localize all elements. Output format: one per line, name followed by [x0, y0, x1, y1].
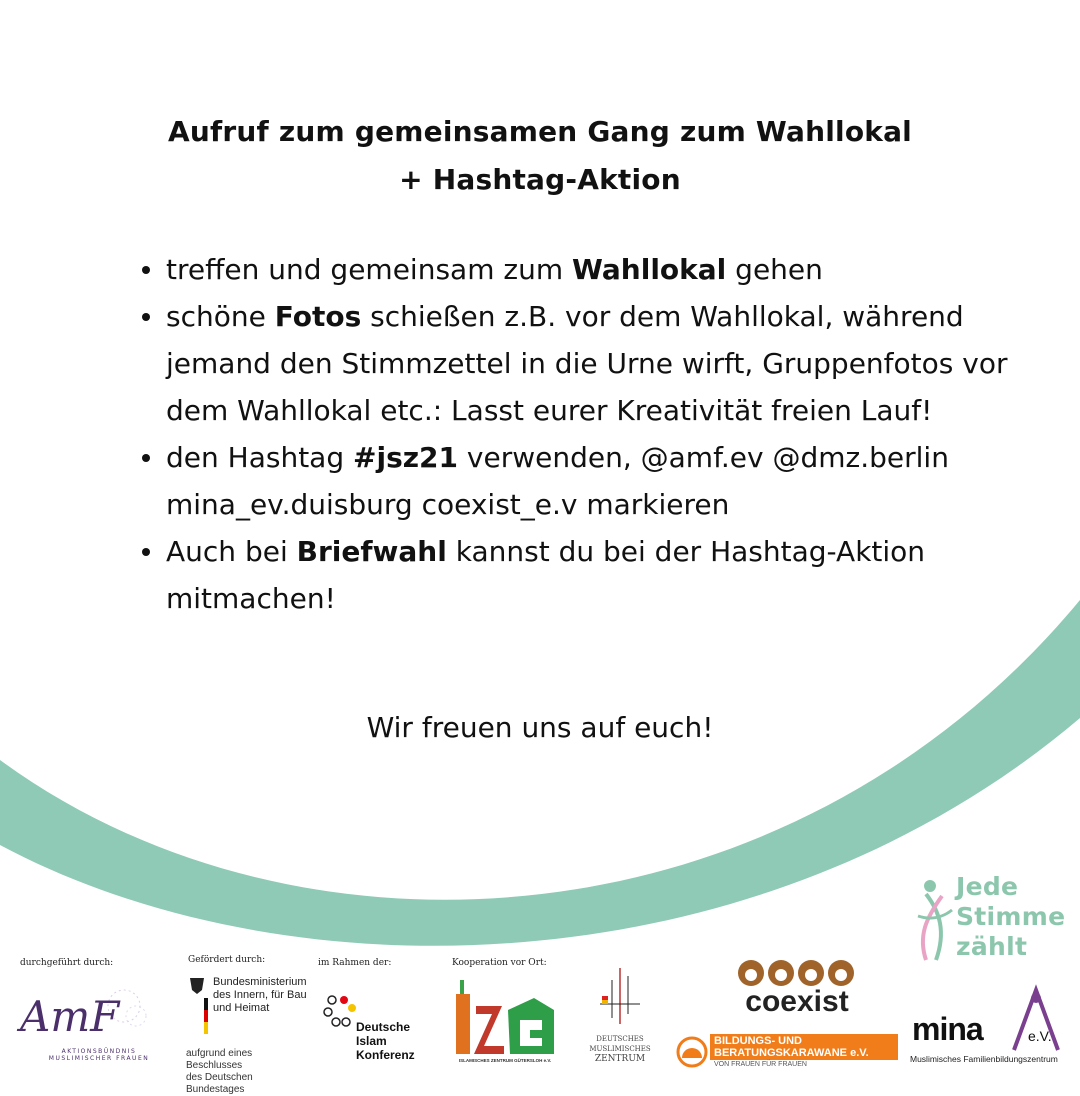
- campaign-title: [956, 872, 1065, 962]
- campaign-line: zählt: [956, 932, 1028, 961]
- bullet-text: verwenden, @amf.ev @dmz.berlin mina_ev.duisburg coexist_e.v markieren: [166, 441, 949, 521]
- bullet-list: [140, 246, 1020, 622]
- dmz-line: MUSLIMISCHES: [589, 1045, 651, 1053]
- person-figure-icon: [912, 876, 956, 964]
- dots-icon: [322, 994, 356, 1034]
- caption-cooperation: Kooperation vor Ort:: [452, 958, 547, 968]
- bullet-bold: #jsz21: [353, 441, 459, 474]
- bullet-text: schöne: [166, 300, 275, 333]
- bullet-text: Auch bei: [166, 535, 297, 568]
- list-item: [140, 434, 1020, 528]
- mina-logo: [910, 984, 1070, 1070]
- bullet-bold: Briefwahl: [296, 535, 447, 568]
- amf-logo: [14, 986, 164, 1066]
- bullet-text: schießen z.B. vor dem Wahllokal, während jemand den Stimmzettel in die Urne wirft, Gruppenfotos vor dem Wahllokal etc.: Lasst eurer Kreativität freien Lauf!: [166, 300, 1008, 427]
- sun-icon: [676, 1036, 708, 1068]
- dmz-logo: [586, 966, 654, 1070]
- bullet-text: kannst du bei der Hashtag-Aktion mitmachen!: [166, 535, 926, 615]
- bmi-logo: [186, 976, 307, 1095]
- closing-line: Wir freuen uns auf euch!: [366, 711, 714, 744]
- page-title: [0, 108, 1080, 204]
- karawane-sub: VON FRAUEN FÜR FRAUEN: [714, 1061, 807, 1068]
- izg-logo: [450, 976, 560, 1068]
- dmz-line: ZENTRUM: [594, 1054, 646, 1064]
- bullet-bold: Wahllokal: [572, 253, 727, 286]
- izg-name: ISLAMISCHES ZENTRUM GÜTERSLOH e.V.: [458, 1058, 552, 1063]
- dik-line: Deutsche: [356, 1020, 411, 1034]
- dik-logo: [322, 990, 432, 1065]
- amf-mark: AmF: [20, 992, 120, 1041]
- dik-line: Konferenz: [356, 1048, 415, 1062]
- mina-ev: e.V.: [1028, 1028, 1052, 1044]
- list-item: [140, 293, 1020, 434]
- federal-eagle-flag-icon: [186, 976, 208, 1036]
- jede-stimme-zaehlt-logo: [912, 872, 1072, 968]
- bullet-bold: Fotos: [274, 300, 362, 333]
- triangle-figure-icon: [1008, 984, 1064, 1056]
- coexist-logo: [734, 958, 860, 1022]
- bullet-text: den Hashtag: [166, 441, 354, 474]
- coexist-wordmark: coexist: [745, 985, 849, 1018]
- caption-funded: Gefördert durch:: [188, 955, 266, 965]
- caption-conducted: durchgeführt durch:: [20, 958, 114, 968]
- bmi-note: aufgrund eines Beschlusses: [186, 1048, 253, 1071]
- bmi-line: und Heimat: [213, 1002, 270, 1014]
- list-item: [140, 528, 1020, 622]
- izg-emblem-icon: [450, 976, 560, 1058]
- karawane-logo: [676, 1034, 898, 1072]
- karawane-line: BERATUNGSKARAWANE e.V.: [714, 1047, 869, 1059]
- bmi-line: Bundesministerium: [213, 976, 307, 988]
- karawane-line: BILDUNGS- UND: [714, 1035, 802, 1047]
- list-item: [140, 246, 1020, 293]
- bullet-text: gehen: [726, 253, 823, 286]
- campaign-line: Stimme: [956, 902, 1066, 931]
- mina-sub: Muslimisches Familienbildungszentrum: [910, 1054, 1058, 1064]
- bmi-note: des Deutschen Bundestages: [186, 1072, 253, 1095]
- dmz-emblem-icon: [594, 966, 646, 1028]
- mina-mark: mina: [912, 1011, 983, 1047]
- title-line-1: Aufruf zum gemeinsamen Gang zum Wahllokal: [168, 115, 912, 148]
- dmz-line: DEUTSCHES: [596, 1035, 644, 1043]
- coexist-faces-icon: [736, 958, 858, 988]
- campaign-line: Jede: [956, 872, 1019, 901]
- dik-line: Islam: [356, 1034, 387, 1048]
- title-line-2: + Hashtag-Aktion: [399, 163, 681, 196]
- caption-framework: im Rahmen der:: [318, 958, 392, 968]
- bmi-line: des Innern, für Bau: [213, 989, 307, 1001]
- amf-name: AKTIONSBÜNDNIS MUSLIMISCHER FRAUEN: [48, 1048, 150, 1062]
- bullet-text: treffen und gemeinsam zum: [166, 253, 572, 286]
